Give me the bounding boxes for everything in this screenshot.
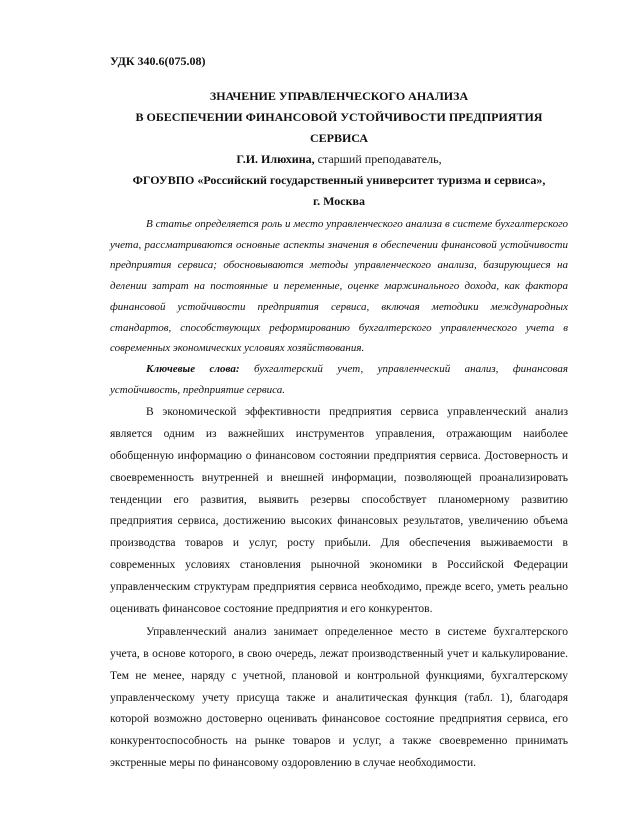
keywords-text: бухгалтерский учет, управленческий анализ, финансовая устойчивость, предприятие сервиса.	[110, 362, 568, 396]
author-city: г. Москва	[313, 194, 365, 208]
author-name: Г.И. Илюхина,	[236, 152, 315, 166]
document-page	[110, 53, 568, 775]
title-line-3: СЕРВИСА	[309, 131, 369, 145]
keywords-label: Ключевые слова:	[146, 362, 240, 375]
author-line	[110, 149, 568, 170]
body-paragraph-2: Управленческий анализ занимает определенное место в системе бухгалтерского учета, в основе которого, в свою очередь, лежат производственный учет и калькулирование. Тем не менее, наряду с учетной, плановой и контрольной функциями, бухгалтерскому управленческому учету присуща также и аналитическая функция (табл. 1), благодаря которой возможно достоверно оценивать финансовое состояние предприятия сервиса, его конкурентоспособность на рынке товаров и услуг, а также своевременно принимать экстренные меры по финансовому оздоровлению в случае необходимости.	[110, 626, 568, 770]
title-line-1: ЗНАЧЕНИЕ УПРАВЛЕНЧЕСКОГО АНАЛИЗА	[209, 89, 469, 103]
author-position: старший преподаватель,	[314, 152, 442, 166]
udc-code: УДК 340.6(075.08)	[110, 54, 206, 68]
abstract: В статье определяется роль и место управленческого анализа в системе бухгалтерского учета, рассматриваются основные аспекты значения в обеспечении финансовой устойчивости предприятия сервиса; обосновываются методы управленческого анализа, базирующиеся на делении затрат на постоянные и переменные, оценке маржинального дохода, как фактора финансовой устойчивости предприятия сервиса, включая методики международных стандартов, способствующих реформированию бухгалтерского управленческого учета в современных экономических условиях хозяйствования.	[110, 218, 568, 355]
body-paragraph-1: В экономической эффективности предприятия сервиса управленческий анализ является одним из важнейших инструментов управления, отражающим наиболее обобщенную информацию о финансовом состоянии предприятия сервиса. Достоверность и своевременность внутренней и внешней информации, позволяющей проанализировать тенденции его развития, выявить резервы способствует планомерному развитию предприятия сервиса, достижению высоких финансовых результатов, увеличению объема производства товаров и услуг, росту прибыли. Для обеспечения выживаемости в современных условиях становления рыночной экономики в Российской Федерации управленческим структурам предприятия сервиса необходимо, прежде всего, уметь реально оценивать финансовое состояние предприятия и его конкурентов.	[110, 406, 568, 615]
author-organization: ФГОУВПО «Российский государственный университет туризма и сервиса»,	[132, 173, 546, 187]
article-title	[110, 86, 568, 149]
title-line-2: В ОБЕСПЕЧЕНИИ ФИНАНСОВОЙ УСТОЙЧИВОСТИ ПРЕДПРИЯТИЯ	[135, 110, 543, 124]
keywords	[110, 359, 568, 400]
